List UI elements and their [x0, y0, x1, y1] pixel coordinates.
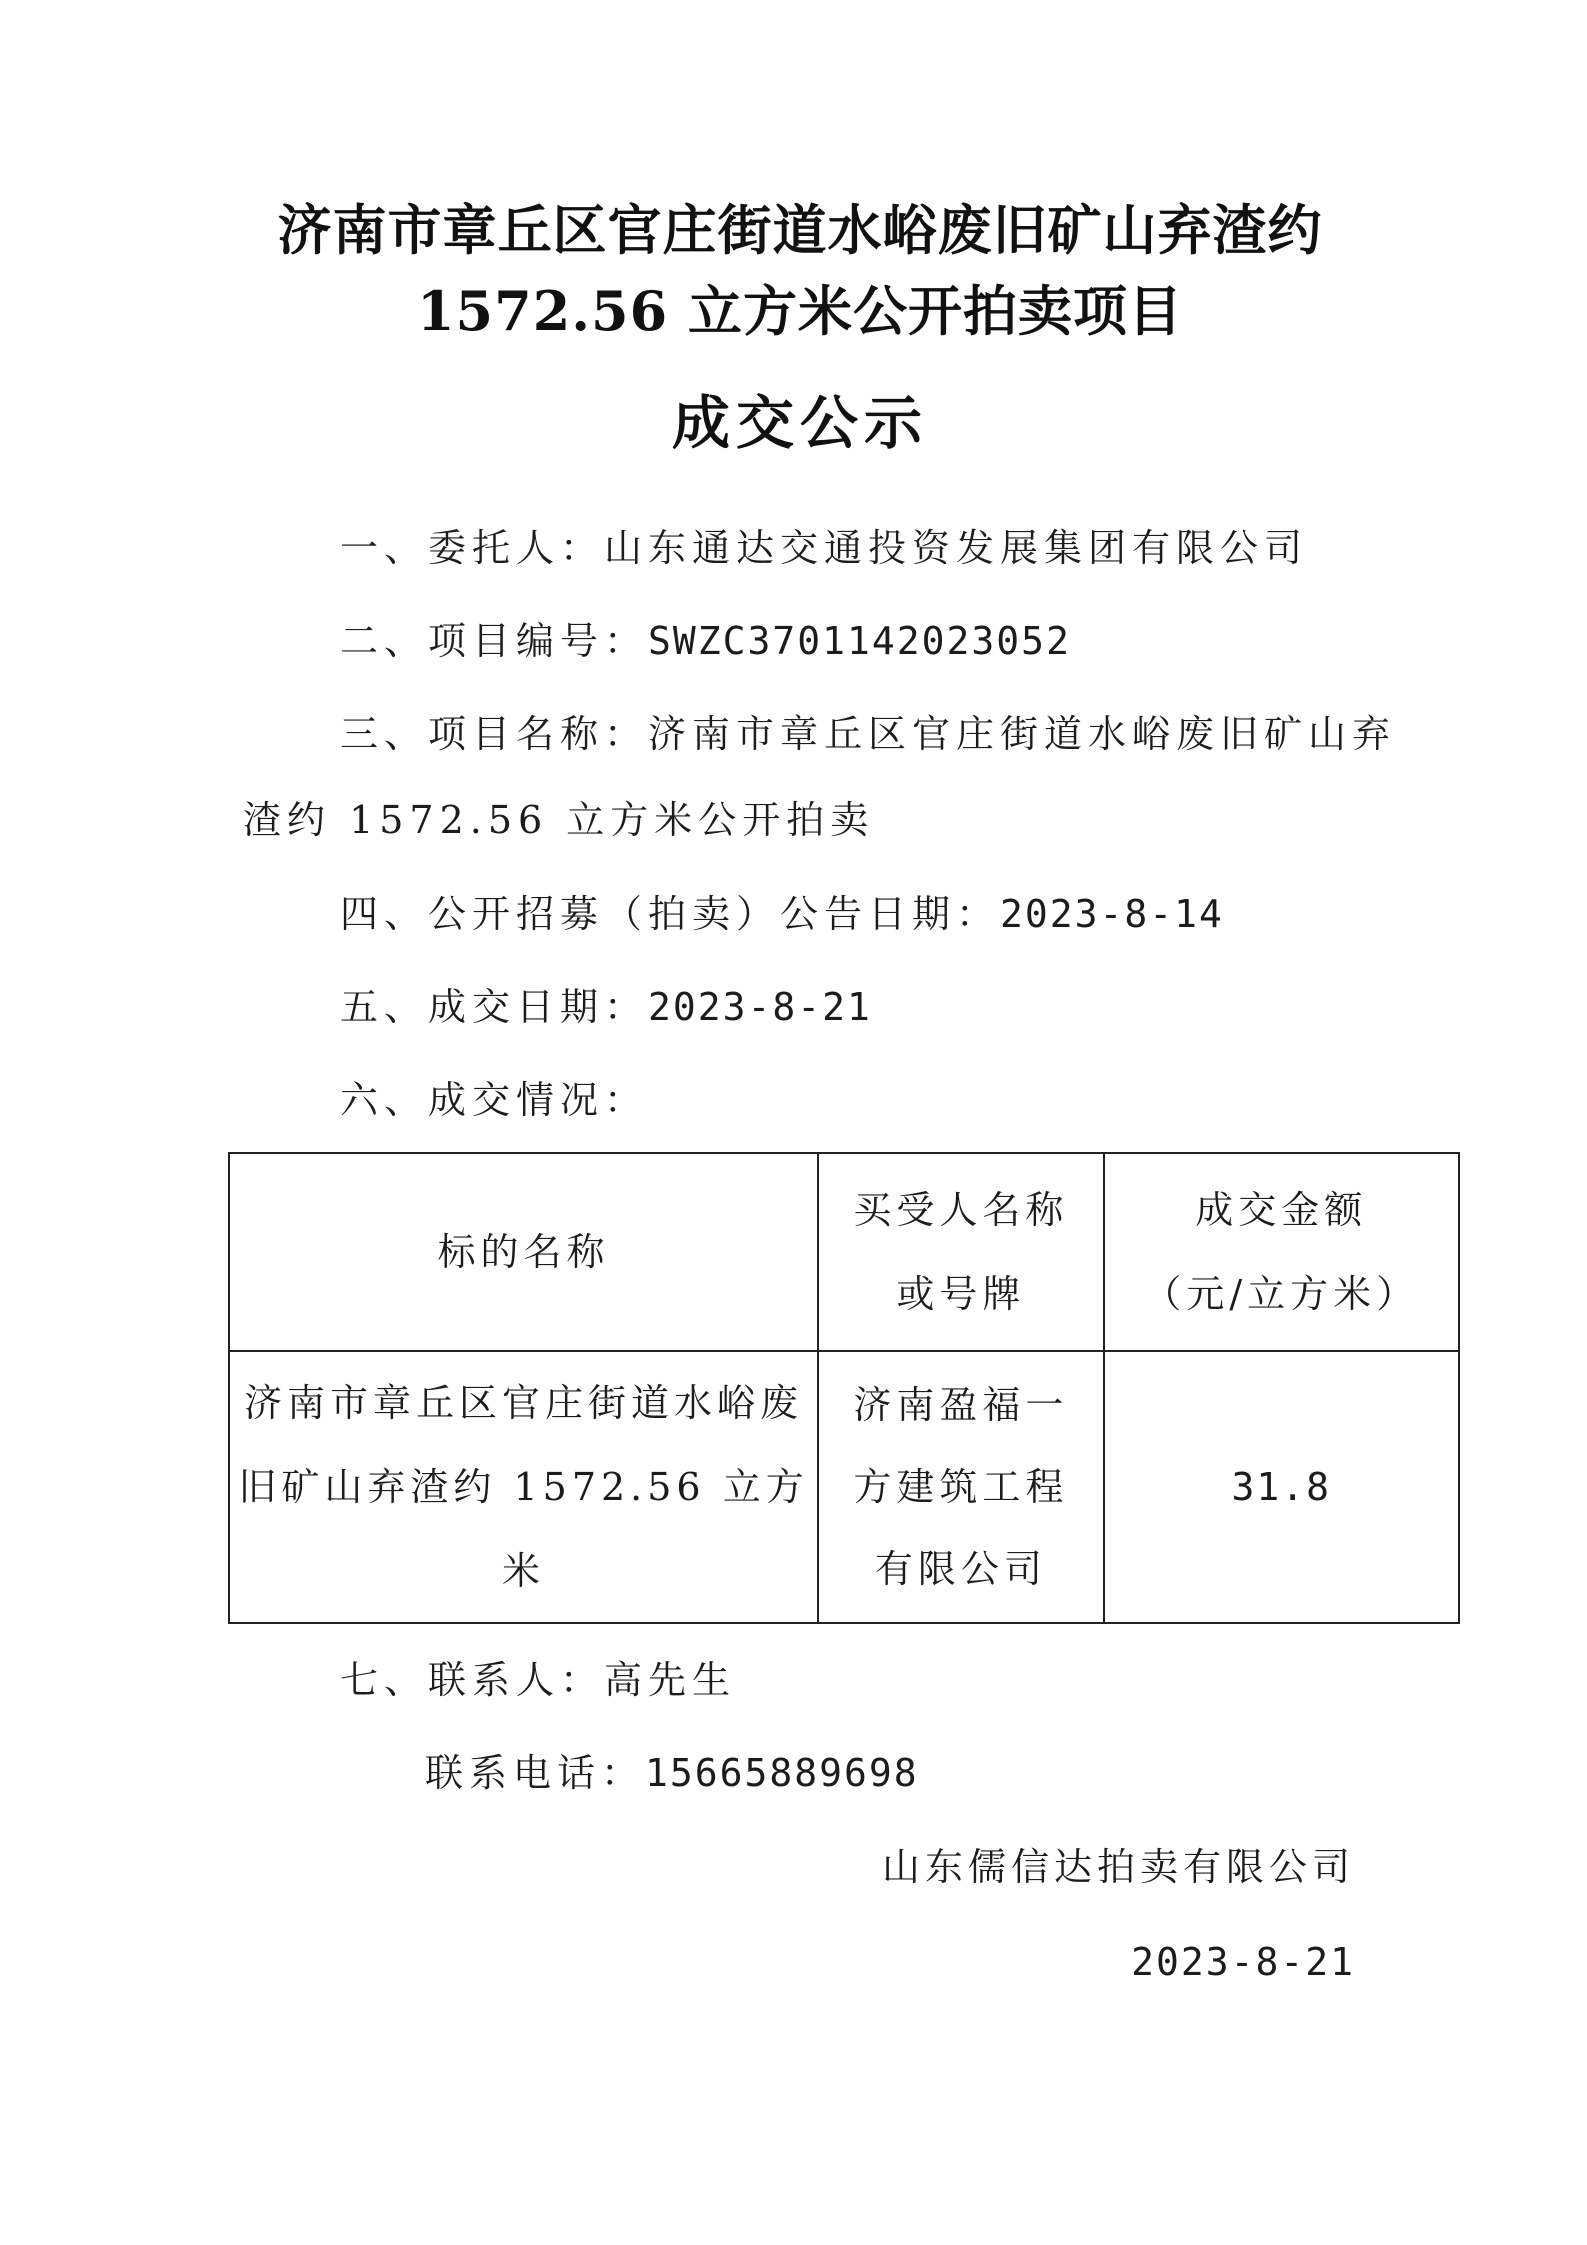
- contact-phone-row: [425, 1748, 919, 1798]
- cell-subject: 济南市章丘区官庄街道水峪废 旧矿山弃渣约 1572.56 立方米: [229, 1351, 818, 1623]
- header-amount: 成交金额 （元/立方米）: [1104, 1153, 1459, 1351]
- project-number-label: 二、项目编号：: [340, 619, 649, 663]
- entrusting-party: 一、委托人：山东通达交通投资发展集团有限公司: [340, 526, 1309, 570]
- project-number-row: [340, 616, 1071, 666]
- table-header-row: [229, 1153, 1459, 1351]
- deal-date-label: 五、成交日期：: [340, 985, 649, 1029]
- contact-person: 七、联系人：高先生: [340, 1658, 737, 1702]
- cell-amount: 31.8: [1104, 1351, 1459, 1623]
- page-title: 成交公示: [671, 389, 928, 457]
- title-line-1: 济南市章丘区官庄街道水峪废旧矿山弃渣约: [277, 198, 1323, 262]
- notice-date: 2023-8-14: [1000, 892, 1224, 936]
- table-row: [229, 1351, 1459, 1623]
- project-name-line-2: 渣约 1572.56 立方米公开拍卖: [243, 798, 875, 842]
- notice-date-row: [340, 889, 1224, 939]
- deal-date-row: [340, 982, 872, 1032]
- deal-date: 2023-8-21: [648, 985, 872, 1029]
- header-buyer: 买受人名称 或号牌: [818, 1153, 1103, 1351]
- project-name-line-1: 三、项目名称：济南市章丘区官庄街道水峪废旧矿山弃: [340, 712, 1397, 756]
- contact-phone: 15665889698: [645, 1751, 919, 1795]
- cell-buyer: 济南盈福一 方建筑工程 有限公司: [818, 1351, 1103, 1623]
- header-subject: 标的名称: [229, 1153, 818, 1351]
- issue-date: 2023-8-21: [1131, 1940, 1355, 1984]
- deal-table: [228, 1152, 1460, 1624]
- deal-status-heading: 六、成交情况：: [340, 1078, 649, 1122]
- project-number: SWZC3701142023052: [648, 619, 1071, 663]
- contact-phone-label: 联系电话：: [425, 1751, 646, 1795]
- title-line-2: 1572.56 立方米公开拍卖项目: [416, 279, 1184, 343]
- notice-date-label: 四、公开招募（拍卖）公告日期：: [340, 892, 1001, 936]
- issuer-company: 山东儒信达拍卖有限公司: [881, 1845, 1355, 1889]
